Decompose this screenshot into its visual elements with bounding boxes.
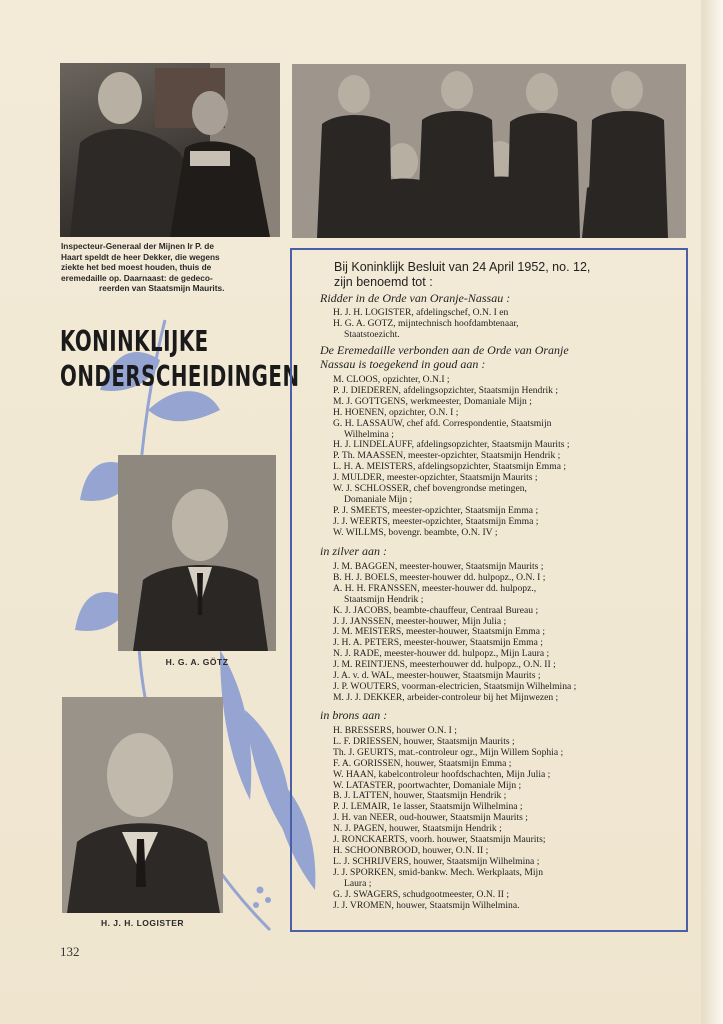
photo-caption — [61, 241, 261, 294]
list-item: H. G. A. GÖTZ, mijntechnisch hoofdambtenaar, — [333, 318, 519, 329]
list-item: G. H. LASSAUW, chef afd. Correspondentie, Staatsmijn — [333, 418, 552, 429]
list-item: A. H. H. FRANSSEN, meester-houwer dd. hulpopz., — [333, 583, 537, 594]
list-item: J. J. VROMEN, houwer, Staatsmijn Wilhelmina. — [333, 900, 520, 911]
brons-list — [333, 726, 668, 911]
photo-medal-ceremony — [60, 63, 280, 237]
page-number: 132 — [60, 944, 80, 959]
decree-line-2: zijn benoemd tot : — [334, 275, 433, 289]
list-item: F. A. GORISSEN, houwer, Staatsmijn Emma ; — [333, 758, 512, 769]
goud-heading-line-1: De Eremedaille verbonden aan de Orde van Oranje — [320, 343, 569, 357]
list-item: Th. J. GEURTS, mat.-controleur ogr., Mijn Willem Sophia ; — [333, 747, 564, 758]
list-item: L. J. SCHRIJVERS, houwer, Staatsmijn Wilhelmina ; — [333, 856, 540, 867]
headline-line-1: KONINKLIJKE — [60, 326, 209, 359]
page-edge — [701, 0, 723, 1024]
list-item: J. M. REINTJENS, meesterhouwer dd. hulpopz., O.N. II ; — [333, 660, 556, 671]
list-item: J. MULDER, meester-opzichter, Staatsmijn Maurits ; — [333, 473, 538, 484]
list-item: H. HOENEN, opzichter, O.N. I ; — [333, 407, 459, 418]
list-item: H. J. LINDELAUFF, afdelingsopzichter, Staatsmijn Maurits ; — [333, 440, 570, 451]
portrait-gotz — [118, 455, 276, 651]
list-item: J. J. SPORKEN, smid-bankw. Mech. Werkplaats, Mijn — [333, 867, 544, 878]
list-item: B. H. J. BOELS, meester-houwer dd. hulpopz., O.N. I ; — [333, 572, 546, 583]
list-item: W. WILLMS, bovengr. beambte, O.N. IV ; — [333, 527, 498, 538]
list-item: P. J. DIEDEREN, afdelingsopzichter, Staatsmijn Hendrik ; — [333, 385, 559, 396]
zilver-list — [333, 562, 668, 704]
section-heading-zilver: in zilver aan : — [320, 544, 387, 558]
list-item: P. J. SMEETS, meester-opzichter, Staatsmijn Emma ; — [333, 505, 539, 516]
list-item: P. J. LEMAIR, 1e lasser, Staatsmijn Wilhelmina ; — [333, 802, 523, 813]
goud-list — [333, 375, 668, 539]
list-item: Staatstoezicht. — [344, 329, 400, 340]
caption-line: Haart speldt de heer Dekker, die wegens — [61, 251, 220, 262]
list-item: N. J. PAGEN, houwer, Staatsmijn Hendrik ; — [333, 824, 502, 835]
caption-line: ziekte het bed moest houden, thuis de — [61, 262, 212, 272]
list-item: N. J. RADE, meester-houwer dd. hulpopz., Mijn Laura ; — [333, 649, 550, 660]
list-item: Domaniale Mijn ; — [344, 494, 413, 505]
article-headline — [60, 320, 300, 394]
list-item: J. H. van NEER, oud-houwer, Staatsmijn Maurits ; — [333, 813, 528, 824]
caption-line: Inspecteur-Generaal der Mijnen Ir P. de — [61, 241, 214, 251]
portrait-label-gotz: H. G. A. GÖTZ — [165, 657, 229, 667]
list-item: K. J. JACOBS, beambte-chauffeur, Centraal Bureau ; — [333, 605, 539, 616]
list-item: Laura ; — [344, 878, 372, 889]
list-item: M. CLOOS, opzichter, O.N.I ; — [333, 375, 450, 385]
decree-intro — [334, 260, 590, 290]
list-item: M. J. GÖTTGENS, werkmeester, Domaniale Mijn ; — [333, 396, 532, 407]
decree-line-1: Bij Koninklijk Besluit van 24 April 1952, no. 12, — [334, 260, 591, 274]
portrait-label-logister: H. J. H. LOGISTER — [100, 918, 185, 928]
list-item: Wilhelmina ; — [344, 429, 394, 440]
list-item: G. J. SWAGERS, schudgootmeester, O.N. II ; — [333, 889, 510, 900]
list-item: H. J. H. LOGISTER, afdelingschef, O.N. I en — [333, 308, 509, 318]
list-item: J. J. WEERTS, meester-opzichter, Staatsmijn Emma ; — [333, 516, 539, 527]
section-heading-brons: in brons aan : — [320, 708, 388, 722]
list-item: W. J. SCHLÖSSER, chef bovengrondse metingen, — [333, 484, 527, 495]
list-item: P. Th. MAASSEN, meester-opzichter, Staatsmijn Hendrik ; — [333, 451, 561, 462]
list-item: J. M. MEISTERS, meester-houwer, Staatsmijn Emma ; — [333, 627, 546, 638]
list-item: W. HAAN, kabelcontroleur hoofdschachten, Mijn Julia ; — [333, 769, 551, 780]
list-item: J. M. BAGGEN, meester-houwer, Staatsmijn Maurits ; — [333, 562, 544, 572]
list-item: J. P. WOUTERS, voorman-electricien, Staatsmijn Wilhelmina ; — [333, 681, 577, 692]
list-item: L. F. DRIESSEN, houwer, Staatsmijn Maurits ; — [333, 736, 515, 747]
list-item: J. J. JANSSEN, meester-houwer, Mijn Julia ; — [333, 616, 507, 627]
headline-line-2: ONDERSCHEIDINGEN — [60, 361, 300, 394]
list-item: M. J. J. DEKKER, arbeider-controleur bij het Mijnwezen ; — [333, 692, 559, 703]
list-item: H. SCHOONBROOD, houwer, O.N. II ; — [333, 845, 489, 856]
ridder-list — [333, 308, 668, 341]
list-item: H. BRESSERS, houwer O.N. I ; — [333, 726, 457, 736]
list-item: L. H. A. MEISTERS, afdelingsopzichter, Staatsmijn Emma ; — [333, 462, 567, 473]
list-item: B. J. LATTEN, houwer, Staatsmijn Hendrik ; — [333, 791, 507, 802]
list-item: W. LATASTER, poortwachter, Domaniale Mijn ; — [333, 780, 522, 791]
list-item: Staatsmijn Hendrik ; — [344, 594, 424, 605]
section-heading-ridder: Ridder in de Orde van Oranje-Nassau : — [320, 291, 511, 305]
photo-decorated-group — [292, 64, 686, 238]
list-item: J. H. A. PETERS, meester-houwer, Staatsmijn Emma ; — [333, 638, 543, 649]
portrait-logister — [62, 697, 223, 913]
caption-line: eremedaille op. Daarnaast: de gedeco- — [61, 272, 213, 283]
list-item: J. RONCKAERTS, voorh. houwer, Staatsmijn Maurits; — [333, 835, 546, 846]
list-item: J. A. v. d. WAL, meester-houwer, Staatsmijn Maurits ; — [333, 671, 541, 682]
goud-heading-line-2: Nassau is toegekend in goud aan : — [320, 356, 486, 371]
caption-line: reerden van Staatsmijn Maurits. — [99, 283, 225, 293]
section-heading-goud — [320, 344, 680, 371]
